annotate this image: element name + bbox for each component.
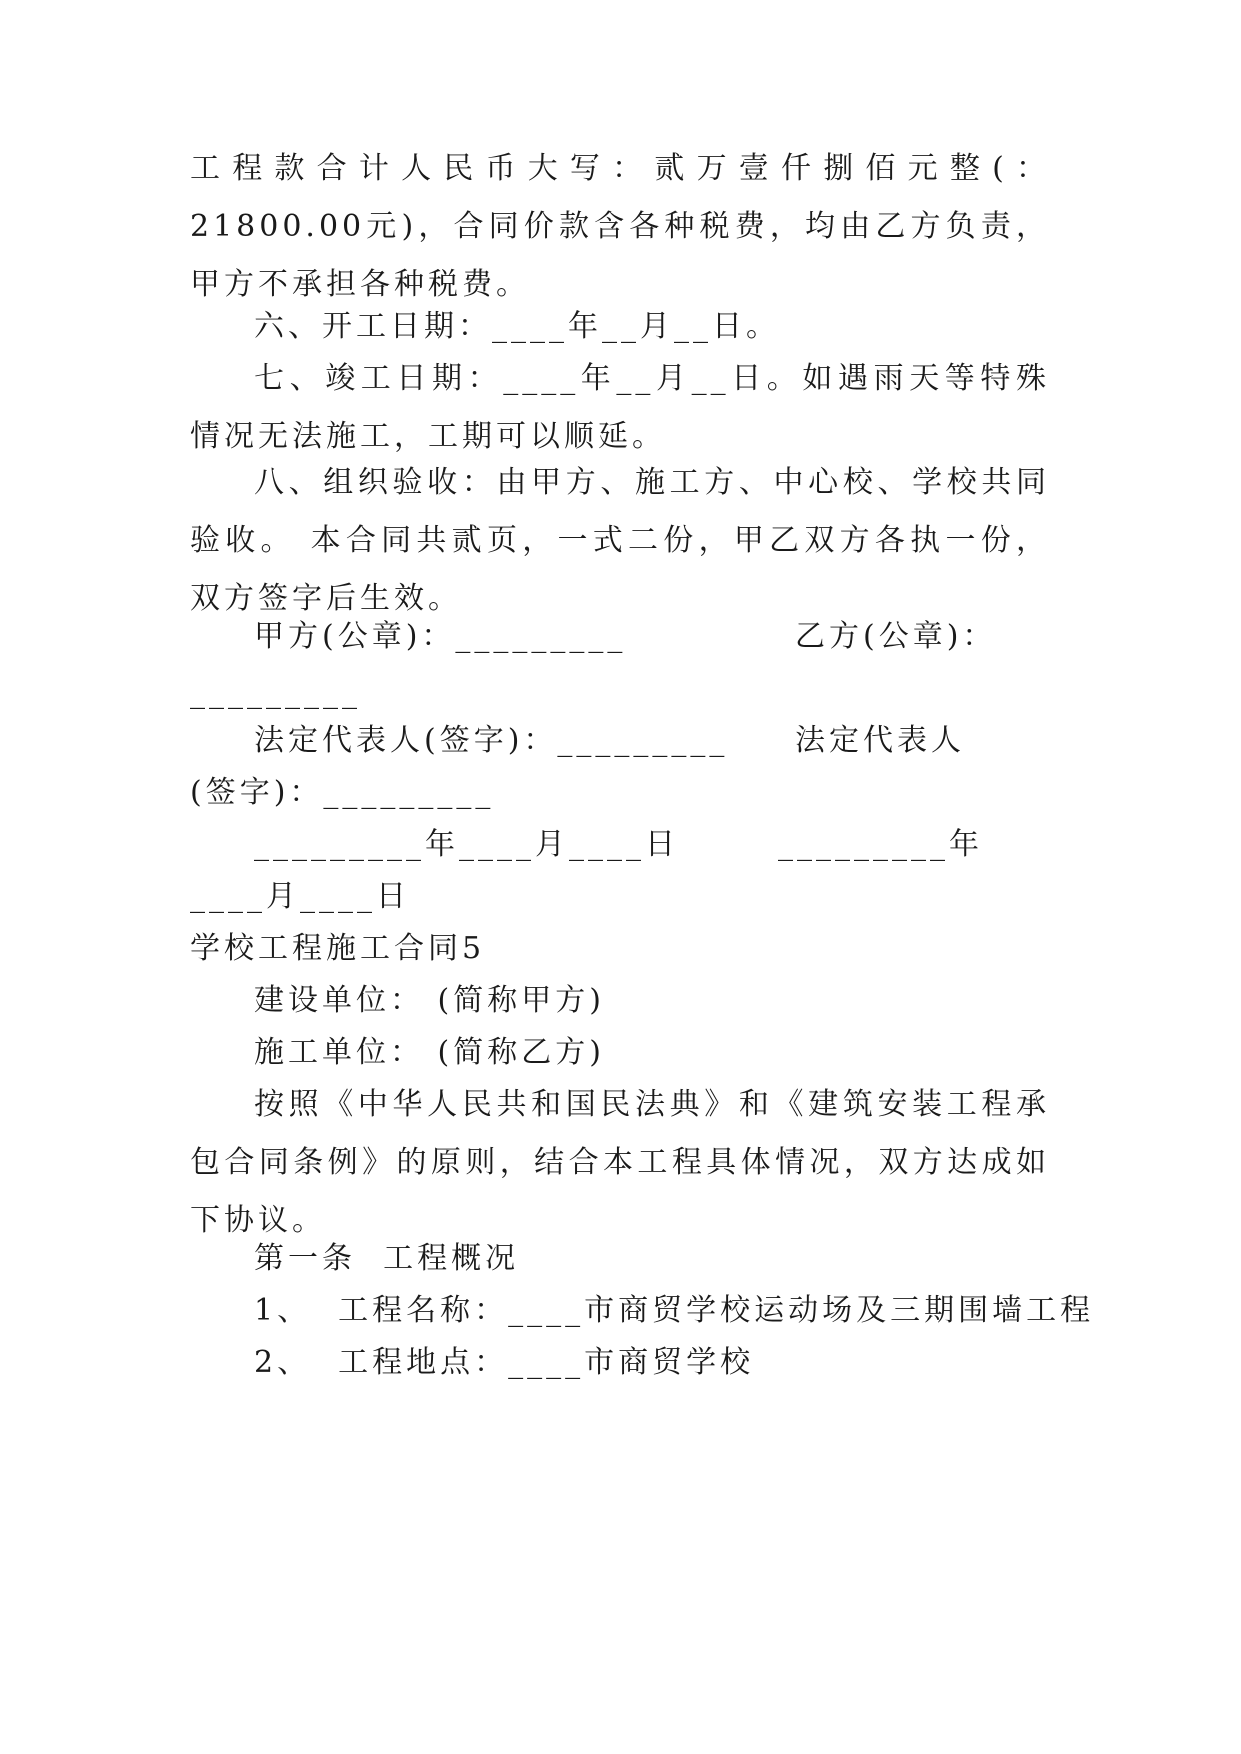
project-location-line: 2、 工程地点：____市商贸学校 [254,1345,755,1380]
party-a-representative-line: 法定代表人(签字)：_________ [254,723,729,758]
paragraph-completion-date: 七、竣工日期：____年__月__日。如遇雨天等特殊情况无法施工，工期可以顺延。 [190,361,1050,454]
builder-unit-line: 建设单位： (简称甲方) [254,983,605,1018]
contract-heading: 学校工程施工合同5 [190,931,486,966]
party-b-representative-sign: (签字)：_________ [190,775,495,810]
party-b-representative-label: 法定代表人 [795,723,965,758]
party-b-date-month-day: ____月____日 [190,879,410,914]
party-b-seal-blank: _________ [190,675,361,710]
party-a-date-line: _________年____月____日 [254,827,679,862]
project-name-line: 1、 工程名称：____市商贸学校运动场及三期围墙工程 [254,1293,1095,1328]
contractor-unit-line: 施工单位： (简称乙方) [254,1035,605,1070]
paragraph-contract-price: 工程款合计人民币大写：贰万壹仟捌佰元整(：21800.00元)，合同价款含各种税费，均由乙方负责，甲方不承担各种税费。 [190,151,1050,302]
party-a-seal-line: 甲方(公章)：_________ [254,619,627,654]
paragraph-start-date: 六、开工日期：____年__月__日。 [254,309,780,344]
paragraph-legal-basis: 按照《中华人民共和国民法典》和《建筑安装工程承包合同条例》的原则，结合本工程具体情况，双方达成如下协议。 [190,1087,1050,1238]
paragraph-acceptance: 八、组织验收：由甲方、施工方、中心校、学校共同验收。 本合同共贰页，一式二份，甲乙双方各执一份，双方签字后生效。 [190,465,1050,616]
article-1-heading: 第一条 工程概况 [254,1241,520,1276]
party-b-date-year: _________年 [778,827,983,862]
party-b-seal-label: 乙方(公章)： [795,619,997,654]
